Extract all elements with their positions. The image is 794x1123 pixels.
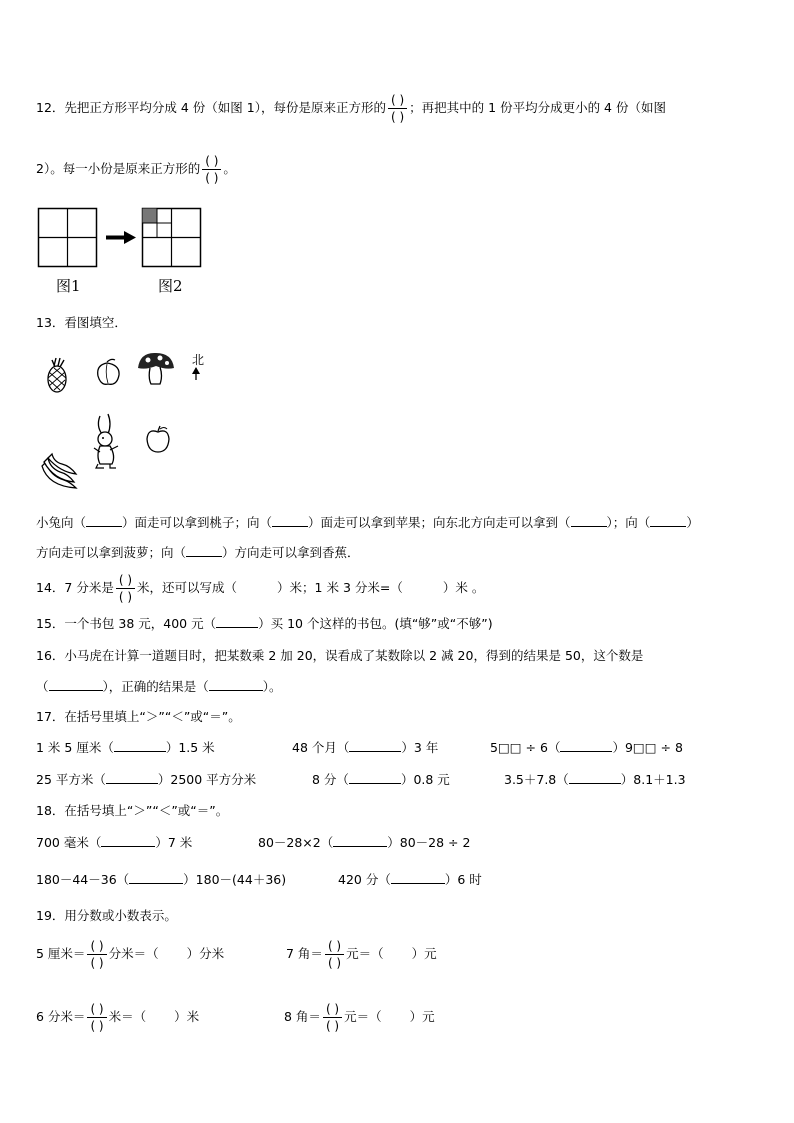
- frac-numerator: ( ): [390, 93, 405, 107]
- item-left: 8 角＝: [284, 1009, 321, 1024]
- q13-text-g: ）方向走可以拿到香蕉．: [222, 545, 360, 560]
- item-left: 3.5＋7.8（: [504, 772, 569, 787]
- item-left: 80－28×2（: [258, 835, 334, 850]
- q14-text-b: 米，还可以写成（: [137, 580, 238, 595]
- compare-blank[interactable]: [391, 873, 445, 884]
- q13-picture: [40, 350, 220, 495]
- q19-fraction[interactable]: [87, 940, 106, 969]
- item-right: ）6 时: [444, 872, 482, 887]
- q12-fraction-1[interactable]: [388, 94, 407, 123]
- q18-title: 18．在括号填上“＞”“＜”或“＝”。: [36, 803, 229, 818]
- frac-denominator: ( ): [202, 169, 221, 184]
- q15-line: [36, 614, 493, 632]
- frac-numerator: ( ): [118, 573, 133, 587]
- blank-apple-direction[interactable]: [272, 516, 308, 527]
- frac-numerator: ( ): [205, 154, 219, 168]
- q19-fraction[interactable]: [87, 1003, 106, 1032]
- q13-text-c: ）面走可以拿到苹果；向东北方向走可以拿到（: [308, 515, 571, 530]
- compare-blank[interactable]: [129, 873, 183, 884]
- banana-icon: [42, 454, 76, 488]
- blank-peach-direction[interactable]: [86, 516, 122, 527]
- q17-item: [292, 738, 438, 756]
- item-mid: 米＝（: [108, 1009, 147, 1024]
- item-left: 48 个月（: [292, 740, 350, 755]
- north-arrow-icon: [192, 367, 200, 380]
- frac-numerator: ( ): [325, 1002, 340, 1016]
- frac-denominator: ( ): [325, 954, 344, 969]
- item-right: ）元: [411, 946, 437, 961]
- q17-item: [36, 738, 215, 756]
- compare-blank[interactable]: [106, 773, 158, 784]
- compare-blank[interactable]: [349, 773, 401, 784]
- q12-line1: [36, 94, 666, 123]
- q19-fraction[interactable]: [323, 1003, 342, 1032]
- arrow-icon: [106, 231, 136, 244]
- q13-text-e: ）: [686, 515, 699, 530]
- item-right: ）9□□ ÷ 8: [612, 740, 683, 755]
- frac-denominator: ( ): [388, 108, 407, 123]
- item-left: 5 厘米＝: [36, 946, 86, 961]
- item-mid: 元＝（: [346, 946, 384, 961]
- q14-text-a: 14．7 分米是: [36, 580, 114, 595]
- q17-item: [36, 770, 256, 788]
- q19-title: 19．用分数或小数表示。: [36, 908, 177, 923]
- item-left: 7 角＝: [286, 946, 323, 961]
- q12-text-c: 2）。每一小份是原来正方形的: [36, 161, 201, 176]
- item-right: ）180－(44＋36): [183, 872, 287, 887]
- item-right: ）1.5 米: [165, 740, 215, 755]
- q16-blank-result[interactable]: [209, 680, 263, 691]
- item-left: 6 分米＝: [36, 1009, 86, 1024]
- compare-blank[interactable]: [569, 773, 621, 784]
- item-left: 8 分（: [312, 772, 349, 787]
- figure-1-label: 图1: [56, 277, 81, 295]
- q18-item: [36, 870, 286, 888]
- q19-item: [284, 1003, 435, 1032]
- item-right: ）2500 平方分米: [157, 772, 257, 787]
- q15-text-a: 15．一个书包 38 元，400 元（: [36, 616, 217, 631]
- item-right: ）分米: [186, 946, 225, 961]
- q12-text-a: 12．先把正方形平均分成 4 份（如图 1），每份是原来正方形的: [36, 100, 386, 115]
- frac-numerator: ( ): [90, 939, 104, 953]
- q12-figures: [38, 208, 208, 270]
- blank-northeast-item[interactable]: [571, 516, 607, 527]
- q17-title: 17．在括号里填上“＞”“＜”或“＝”。: [36, 709, 241, 724]
- q13-text-d: ）；向（: [606, 515, 651, 530]
- q15-text-b: ）买 10 个这样的书包。(填“够”或“不够”): [258, 616, 493, 631]
- frac-denominator: ( ): [87, 1017, 106, 1032]
- q19-item: [286, 940, 437, 969]
- item-right: ）80－28 ÷ 2: [387, 835, 471, 850]
- q18-item: [338, 870, 482, 888]
- figure-1-square: [39, 209, 97, 267]
- q19-fraction[interactable]: [325, 940, 344, 969]
- frac-numerator: ( ): [90, 1002, 104, 1016]
- pineapple-icon: [48, 358, 66, 392]
- compare-blank[interactable]: [333, 836, 387, 847]
- item-right: ）米: [174, 1009, 200, 1024]
- q17-item: [504, 770, 686, 788]
- q12-fraction-2[interactable]: [202, 155, 221, 184]
- north-label: 北: [192, 353, 205, 367]
- q19-item: [36, 940, 224, 969]
- compare-blank[interactable]: [560, 741, 612, 752]
- figure-2-square: [143, 209, 201, 267]
- q16-text-c: ）。: [262, 679, 282, 694]
- q18-item: [258, 833, 470, 851]
- q13-title: 13．看图填空．: [36, 315, 127, 330]
- item-right: ）元: [409, 1009, 435, 1024]
- frac-numerator: ( ): [327, 939, 342, 953]
- blank-banana-direction[interactable]: [186, 546, 222, 557]
- q16-text-a: （: [36, 679, 49, 694]
- q14-line: [36, 574, 484, 603]
- q16-line2: [36, 677, 282, 695]
- peach-icon: [98, 359, 119, 384]
- q17-item: [312, 770, 450, 788]
- q13-text-b: ）面走可以拿到桃子；向（: [122, 515, 273, 530]
- item-left: 5□□ ÷ 6（: [490, 740, 561, 755]
- q12-text-d: 。: [223, 161, 236, 176]
- q15-blank[interactable]: [216, 617, 258, 628]
- frac-denominator: ( ): [116, 588, 135, 603]
- apple-icon: [147, 426, 169, 452]
- q19-item: [36, 1003, 199, 1032]
- q12-text-b: ；再把其中的 1 份平均分成更小的 4 份（如图: [409, 100, 666, 115]
- item-right: ）7 米: [155, 835, 193, 850]
- q14-fraction[interactable]: [116, 574, 135, 603]
- mushroom-icon: [138, 353, 174, 384]
- frac-denominator: ( ): [87, 954, 106, 969]
- rabbit-icon: [94, 414, 118, 468]
- q13-line1: [36, 513, 699, 531]
- q14-text-d: ）米 。: [442, 580, 485, 595]
- q16-line1: 16．小马虎在计算一道题目时，把某数乘 2 加 20，误看成了某数除以 2 减 20，得到的结果是 50，这个数是: [36, 648, 644, 663]
- item-left: 180－44－36（: [36, 872, 130, 887]
- item-right: ）3 年: [401, 740, 439, 755]
- q16-blank-number[interactable]: [49, 680, 103, 691]
- item-left: 700 毫米（: [36, 835, 102, 850]
- item-mid: 分米＝（: [108, 946, 159, 961]
- q12-line2: [36, 155, 236, 184]
- frac-denominator: ( ): [323, 1017, 342, 1032]
- compare-blank[interactable]: [349, 741, 401, 752]
- q16-text-b: ），正确的结果是（: [102, 679, 209, 694]
- q18-item: [36, 833, 192, 851]
- q14-text-c: ）米；1 米 3 分米=（: [277, 580, 403, 595]
- blank-pineapple-direction[interactable]: [650, 516, 686, 527]
- item-right: ）0.8 元: [400, 772, 450, 787]
- figure-2-label: 图2: [158, 277, 183, 295]
- item-mid: 元＝（: [344, 1009, 382, 1024]
- item-right: ）8.1＋1.3: [620, 772, 686, 787]
- q13-text-f: 方向走可以拿到菠萝；向（: [36, 545, 187, 560]
- item-left: 25 平方米（: [36, 772, 106, 787]
- item-left: 1 米 5 厘米（: [36, 740, 114, 755]
- compare-blank[interactable]: [101, 836, 155, 847]
- q13-line2: [36, 543, 360, 561]
- compare-blank[interactable]: [114, 741, 166, 752]
- q17-item: [490, 738, 683, 756]
- q13-text-a: 小兔向（: [36, 515, 87, 530]
- item-left: 420 分（: [338, 872, 391, 887]
